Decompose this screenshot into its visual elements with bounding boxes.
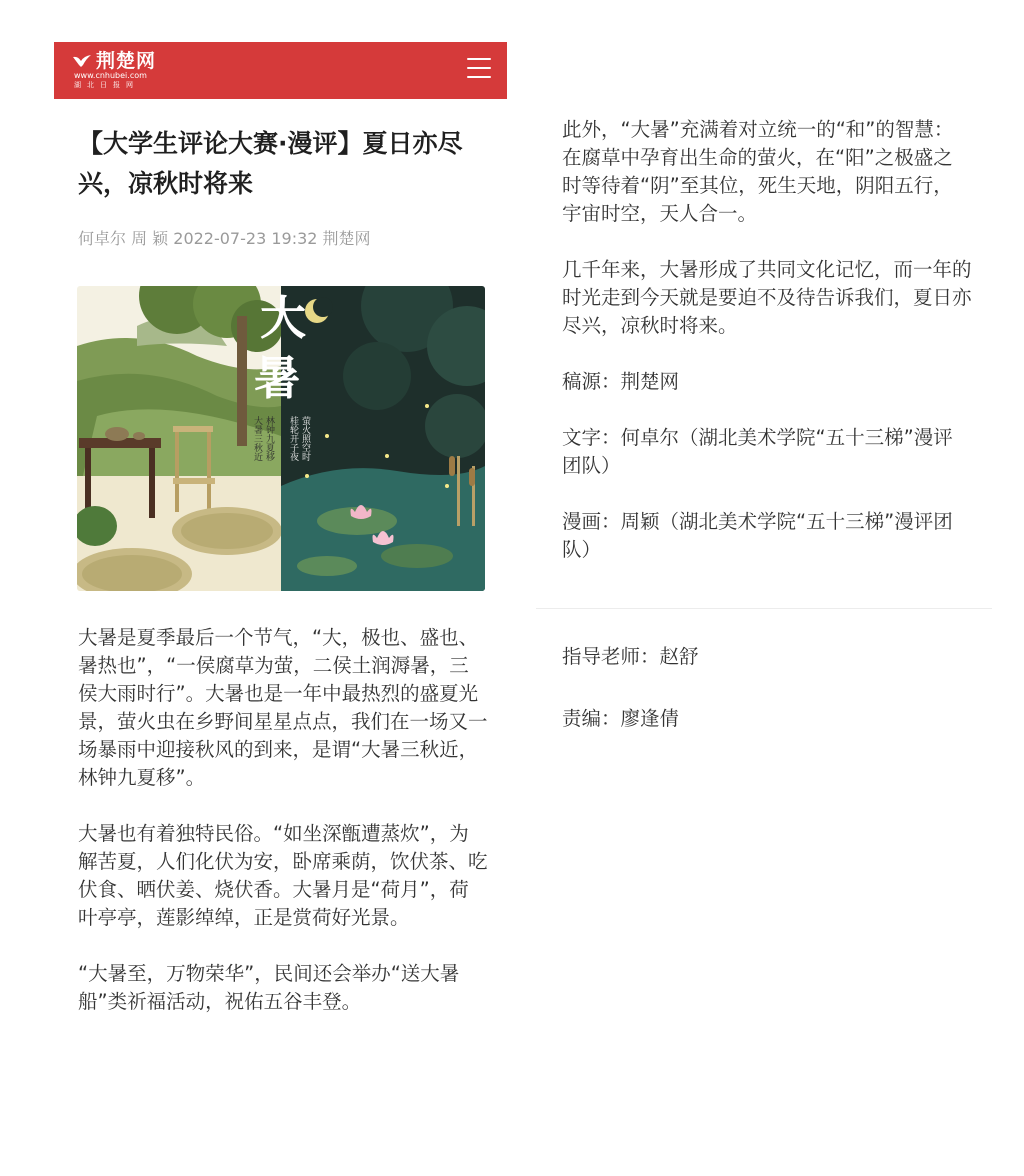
logo-text: 荆楚网 bbox=[96, 50, 157, 72]
hamburger-menu-icon[interactable] bbox=[467, 58, 491, 80]
illustration-big-char-1: 大 bbox=[260, 291, 306, 345]
article-paragraph: 几千年来，大暑形成了共同文化记忆，而一年的时光走到今天就是要迫不及待告诉我们，夏日亦尽兴，凉秋时将来。 bbox=[562, 258, 972, 337]
illustration-verse-1: 大暑三秋近 bbox=[252, 416, 262, 461]
editor-line: 责编：廖逢倩 bbox=[562, 707, 680, 730]
text-author-line: 文字：何卓尔（湖北美术学院“五十三梯”漫评团队） bbox=[562, 426, 953, 477]
advisor-line: 指导老师：赵舒 bbox=[562, 645, 699, 668]
illustration-big-char-2: 暑 bbox=[254, 351, 300, 405]
article-illustration bbox=[77, 286, 485, 591]
site-header bbox=[54, 42, 507, 99]
illustration-verse-4: 萤火照空时 bbox=[300, 416, 310, 461]
article-meta: 何卓尔 周 颖 2022-07-23 19:32 荆楚网 bbox=[78, 229, 371, 248]
illustration-verse-3: 桂轮开子夜 bbox=[288, 416, 298, 461]
article-paragraph: 大暑是夏季最后一个节气，“大，极也、盛也、暑热也”，“一侯腐草为萤，二侯土润溽暑，三侯大雨时行”。大暑也是一年中最热烈的盛夏光景，萤火虫在乡野间星星点点，我们在一场又一场暴雨中迎接秋风的到来，是谓“大暑三秋近，林钟九夏移”。 bbox=[78, 626, 488, 789]
article-title: 【大学生评论大赛·漫评】夏日亦尽兴，凉秋时将来 bbox=[78, 129, 463, 198]
section-divider bbox=[536, 608, 992, 609]
article-paragraph: 此外，“大暑”充满着对立统一的“和”的智慧：在腐草中孕育出生命的萤火，在“阳”之极盛之时等待着“阴”至其位，死生天地，阴阳五行，宇宙时空，天人合一。 bbox=[562, 118, 954, 225]
article-paragraph: “大暑至，万物荣华”，民间还会举办“送大暑船”类祈福活动，祝佑五谷丰登。 bbox=[78, 962, 460, 1013]
source-line: 稿源：荆楚网 bbox=[562, 370, 680, 393]
logo-tagline: 湖北日报网 bbox=[74, 81, 139, 89]
article-body-right bbox=[562, 116, 972, 592]
site-logo[interactable] bbox=[72, 51, 156, 89]
article-paragraph: 大暑也有着独特民俗。“如坐深甑遭蒸炊”，为解苦夏，人们化伏为安，卧席乘荫，饮伏茶、吃伏食、晒伏姜、烧伏香。大暑月是“荷月”，荷叶亭亭，莲影绰绰，正是赏荷好光景。 bbox=[78, 822, 488, 929]
illustration-verse-2: 林钟九夏移 bbox=[264, 416, 274, 461]
comic-author-line: 漫画：周颖（湖北美术学院“五十三梯”漫评团队） bbox=[562, 510, 953, 561]
article-body-left bbox=[78, 624, 488, 1044]
article-credits bbox=[562, 643, 972, 767]
logo-url-text: www.cnhubei.com bbox=[74, 71, 147, 80]
bird-logo-icon bbox=[72, 54, 92, 68]
